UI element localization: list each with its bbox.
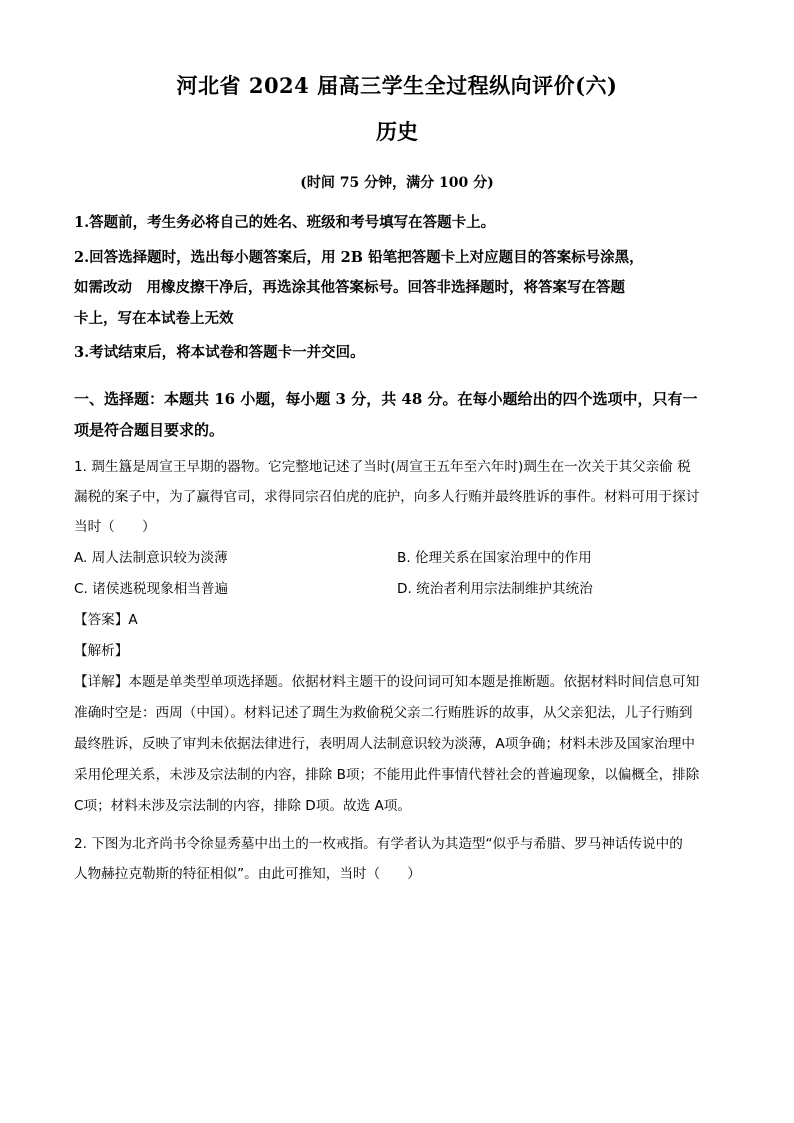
question-stem-line: 1. 琱生簋是周宣王早期的器物。它完整地记述了当时(周宣王五年至六年时)琱生在一次关于其父亲偷 税: [74, 459, 691, 475]
detail-line: C项；材料未涉及宗法制的内容，排除 D项。故选 A项。: [74, 798, 411, 814]
subject-title: 历史: [376, 119, 418, 144]
section-heading-line: 项是符合题目要求的。: [74, 421, 225, 439]
option-d: D. 统治者利用宗法制维护其统治: [397, 581, 593, 597]
option-c: C. 诸侯逃税现象相当普遍: [74, 581, 229, 597]
section-heading-line: 一、选择题：本题共 16 小题，每小题 3 分，共 48 分。在每小题给出的四个选项中，只有一: [74, 390, 698, 408]
instruction-line: 2.回答选择题时，选出每小题答案后，用 2B 铅笔把答题卡上对应题目的答案标号涂黑，: [74, 249, 644, 266]
analysis-label: 【解析】: [74, 643, 129, 659]
detail-line: 【详解】本题是单类型单项选择题。依据材料主题干的设问词可知本题是推断题。依据材料时间信息可知: [74, 674, 700, 690]
question-stem-line: 2. 下图为北齐尚书令徐显秀墓中出土的一枚戒指。有学者认为其造型“似乎与希腊、罗马神话传说中的: [74, 836, 683, 852]
instruction-line: 1.答题前，考生务必将自己的姓名、班级和考号填写在答题卡上。: [74, 214, 496, 231]
question-stem-line: 人物赫拉克勒斯的特征相似”。由此可推知，当时（ ）: [74, 866, 421, 882]
detail-line: 最终胜诉，反映了审判未依据法律进行，表明周人法制意识较为淡薄，A项争确；材料未涉及国家治理中: [74, 736, 696, 752]
time-note: (时间 75 分钟，满分 100 分): [300, 175, 494, 191]
instruction-line: 卡上，写在本试卷上无效: [74, 310, 234, 327]
option-a: A. 周人法制意识较为淡薄: [74, 550, 228, 566]
exam-title: 河北省 2024 届高三学生全过程纵向评价(六): [176, 73, 618, 98]
answer-label: 【答案】A: [74, 612, 138, 628]
detail-line: 准确时空是：西周（中国）。材料记述了琱生为救偷税父亲二行贿胜诉的故事，从父亲犯法，儿子行贿到: [74, 705, 693, 721]
question-stem-line: 漏税的案子中，为了赢得官司，求得同宗召伯虎的庇护，向多人行贿并最终胜诉的事件。材料可用于探讨: [74, 489, 700, 505]
option-b: B. 伦理关系在国家治理中的作用: [397, 550, 592, 566]
detail-line: 采用伦理关系，未涉及宗法制的内容，排除 B项；不能用此件事情代替社会的普遍现象，以偏概全，排除: [74, 767, 700, 783]
question-stem-line: 当时（ ）: [74, 519, 156, 535]
instruction-line: 3.考试结束后，将本试卷和答题卡一并交回。: [74, 344, 365, 361]
instruction-line: 如需改动 用橡皮擦干净后，再选涂其他答案标号。回答非选择题时，将答案写在答题: [74, 279, 625, 296]
